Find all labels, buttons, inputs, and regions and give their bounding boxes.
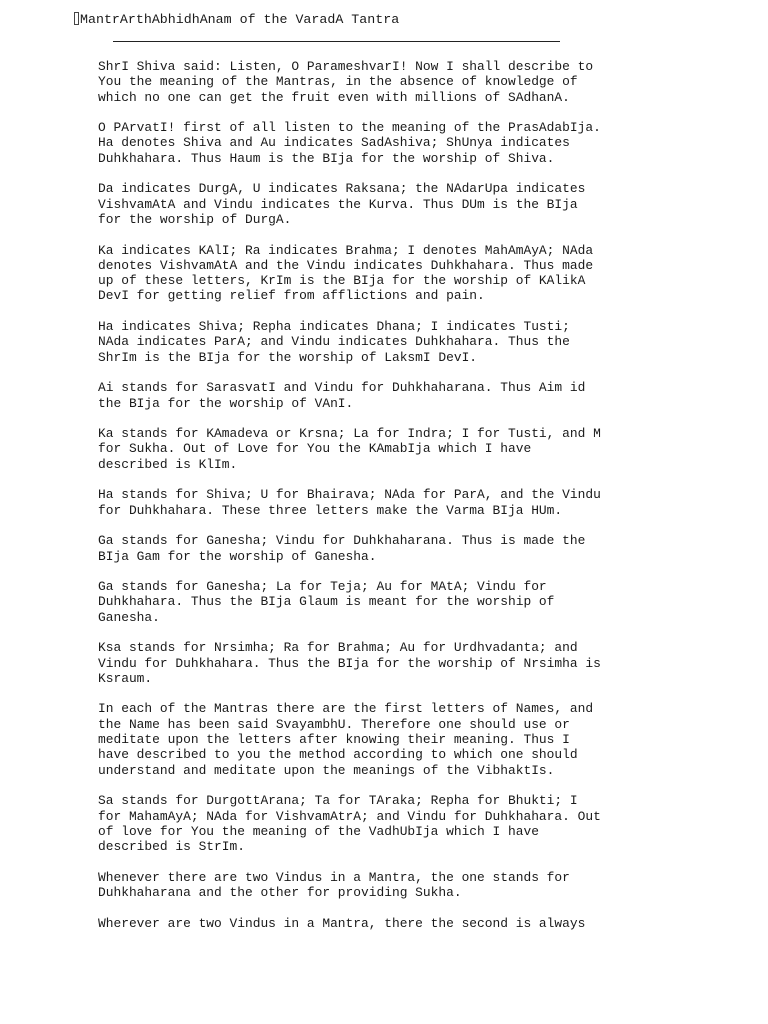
page-title: MantrArthAbhidhAnam of the VaradA Tantra bbox=[80, 12, 400, 27]
text-line: Ka indicates KAlI; Ra indicates Brahma; I denotes MahAmAyA; NAda bbox=[98, 242, 594, 258]
text-line: have described to you the method according to which one should bbox=[98, 747, 578, 763]
text-line: described is StrIm. bbox=[98, 839, 245, 855]
text-line: Duhkhahara. Thus Haum is the BIja for the worship of Shiva. bbox=[98, 150, 555, 166]
text-paragraph bbox=[98, 426, 738, 472]
text-line: Ha indicates Shiva; Repha indicates Dhana; I indicates Tusti; bbox=[98, 319, 570, 335]
text-line: Ga stands for Ganesha; La for Teja; Au for MAtA; Vindu for bbox=[98, 579, 547, 595]
text-line: for Sukha. Out of Love for You the KAmabIja which I have bbox=[98, 441, 532, 457]
text-line: the BIja for the worship of VAnI. bbox=[98, 395, 354, 411]
text-line: Ha denotes Shiva and Au indicates SadAshiva; ShUnya indicates bbox=[98, 135, 570, 151]
text-paragraph bbox=[98, 793, 738, 854]
header-divider bbox=[113, 41, 560, 42]
text-line: BIja Gam for the worship of Ganesha. bbox=[98, 548, 377, 564]
text-line: ShrIm is the BIja for the worship of LaksmI DevI. bbox=[98, 349, 478, 365]
text-line: Vindu for Duhkhahara. Thus the BIja for the worship of Nrsimha is bbox=[98, 655, 601, 671]
text-paragraph bbox=[98, 916, 738, 931]
text-line: Whenever there are two Vindus in a Mantra, the one stands for bbox=[98, 869, 570, 885]
text-line: Da indicates DurgA, U indicates Raksana; the NAdarUpa indicates bbox=[98, 181, 586, 197]
page-header bbox=[74, 12, 399, 28]
text-line: described is KlIm. bbox=[98, 456, 238, 472]
text-line: Duhkhaharana and the other for providing Sukha. bbox=[98, 885, 462, 901]
text-line: You the meaning of the Mantras, in the absence of knowledge of bbox=[98, 74, 578, 90]
text-line: denotes VishvamAtA and the Vindu indicates Duhkhahara. Thus made bbox=[98, 257, 594, 273]
text-line: Ga stands for Ganesha; Vindu for Duhkhaharana. Thus is made the bbox=[98, 533, 586, 549]
text-line: meditate upon the letters after knowing their meaning. Thus I bbox=[98, 732, 570, 748]
text-line: for MahamAyA; NAda for VishvamAtrA; and Vindu for Duhkhahara. Out bbox=[98, 808, 601, 824]
text-line: O PArvatI! first of all listen to the meaning of the PrasAdabIja. bbox=[98, 120, 601, 136]
text-line: the Name has been said SvayambhU. Therefore one should use or bbox=[98, 716, 570, 732]
missing-glyph-icon bbox=[74, 12, 79, 25]
text-line: Ksraum. bbox=[98, 670, 153, 686]
text-paragraph bbox=[98, 579, 738, 625]
text-line: NAda indicates ParA; and Vindu indicates Duhkhahara. Thus the bbox=[98, 334, 570, 350]
text-line: Ha stands for Shiva; U for Bhairava; NAda for ParA, and the Vindu bbox=[98, 487, 601, 503]
text-line: In each of the Mantras there are the first letters of Names, and bbox=[98, 701, 594, 717]
text-line: Ka stands for KAmadeva or Krsna; La for Indra; I for Tusti, and M bbox=[98, 426, 601, 442]
text-line: for Duhkhahara. These three letters make the Varma BIja HUm. bbox=[98, 502, 563, 518]
document-body bbox=[98, 59, 738, 946]
text-paragraph bbox=[98, 59, 738, 105]
text-line: understand and meditate upon the meanings of the VibhaktIs. bbox=[98, 762, 555, 778]
text-line: Duhkhahara. Thus the BIja Glaum is meant for the worship of bbox=[98, 594, 555, 610]
text-paragraph bbox=[98, 120, 738, 166]
text-paragraph bbox=[98, 870, 738, 901]
text-line: Wherever are two Vindus in a Mantra, there the second is always bbox=[98, 915, 586, 931]
text-line: DevI for getting relief from afflictions and pain. bbox=[98, 288, 485, 304]
text-line: up of these letters, KrIm is the BIja for the worship of KAlikA bbox=[98, 273, 586, 289]
text-line: of love for You the meaning of the VadhUbIja which I have bbox=[98, 823, 539, 839]
text-line: for the worship of DurgA. bbox=[98, 211, 292, 227]
text-paragraph bbox=[98, 640, 738, 686]
text-paragraph bbox=[98, 701, 738, 777]
text-line: VishvamAtA and Vindu indicates the Kurva. Thus DUm is the BIja bbox=[98, 196, 578, 212]
text-paragraph bbox=[98, 181, 738, 227]
text-line: ShrI Shiva said: Listen, O ParameshvarI! Now I shall describe to bbox=[98, 59, 594, 74]
text-line: Ksa stands for Nrsimha; Ra for Brahma; Au for Urdhvadanta; and bbox=[98, 640, 578, 656]
text-paragraph bbox=[98, 487, 738, 518]
text-line: Ganesha. bbox=[98, 609, 160, 625]
text-line: which no one can get the fruit even with millions of SAdhanA. bbox=[98, 89, 570, 105]
text-paragraph bbox=[98, 243, 738, 304]
text-paragraph bbox=[98, 380, 738, 411]
text-paragraph bbox=[98, 319, 738, 365]
text-line: Ai stands for SarasvatI and Vindu for Duhkhaharana. Thus Aim id bbox=[98, 380, 586, 396]
text-line: Sa stands for DurgottArana; Ta for TAraka; Repha for Bhukti; I bbox=[98, 793, 578, 809]
text-paragraph bbox=[98, 533, 738, 564]
